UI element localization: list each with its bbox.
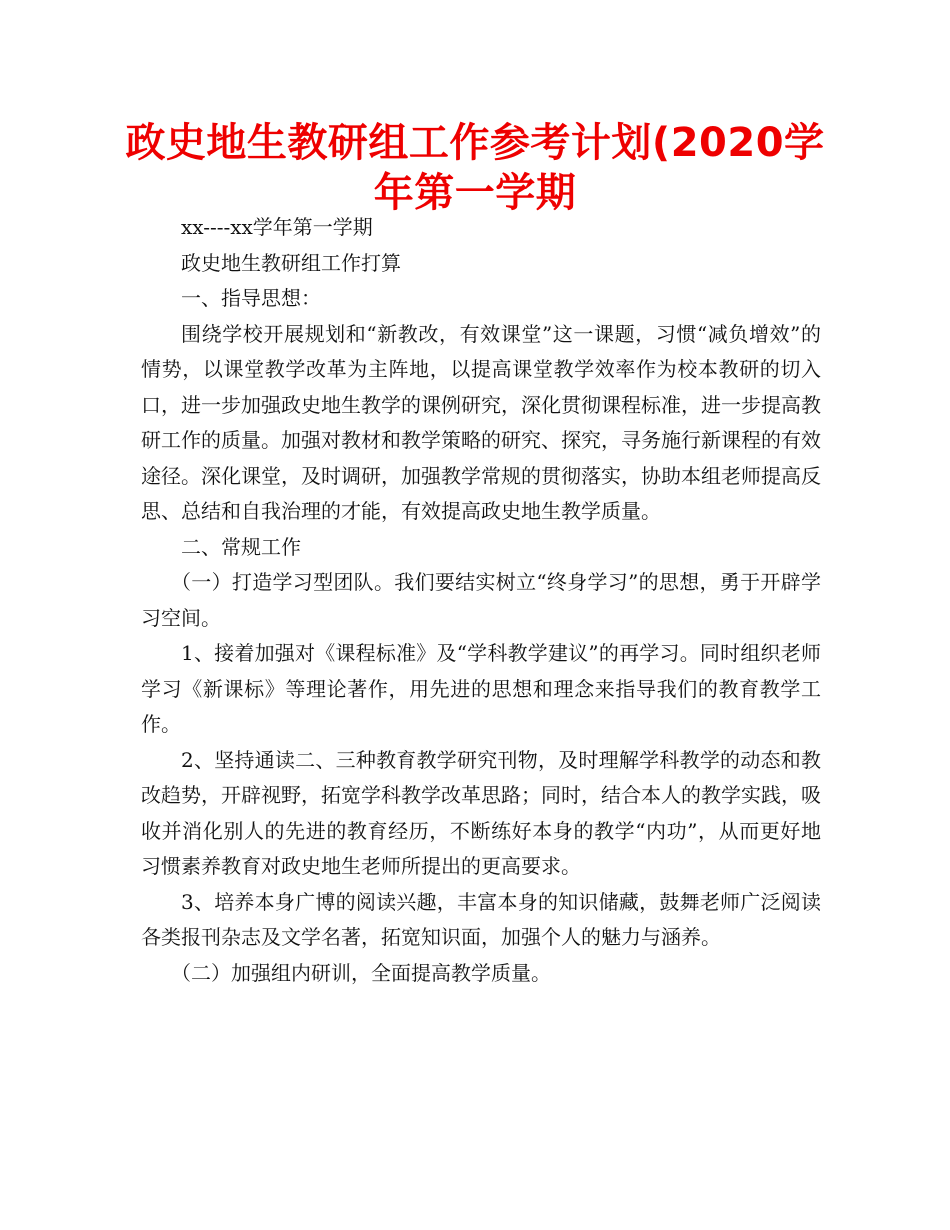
body-paragraph: 政史地生教研组工作打算 <box>181 250 401 275</box>
body-paragraph: 1、接着加强对《课程标准》及“学科教学建议”的再学习。同时组织老师学习《新课标》等理论著作，用先进的思想和理念来指导我们的教育教学工作。 <box>141 641 821 736</box>
body-paragraph: 3、培养本身广博的阅读兴趣，丰富本身的知识储藏，鼓舞老师广泛阅读各类报刊杂志及文学名著，拓宽知识面，加强个人的魅力与涵养。 <box>141 889 821 949</box>
body-paragraph: 一、指导思想： <box>181 286 321 310</box>
body-paragraph: （一）打造学习型团队。我们要结实树立“终身学习”的思想，勇于开辟学习空间。 <box>141 570 821 630</box>
document-title: 政史地生教研组工作参考计划(2020学年第一学期 <box>125 120 825 216</box>
body-paragraph: 围绕学校开展规划和“新教改，有效课堂”这一课题，习惯“减负增效”的情势，以课堂教学改革为主阵地，以提高课堂教学效率作为校本教研的切入口，进一步加强政史地生教学的课例研究，深化贯彻课程标准，进一步提高教研工作的质量。加强对教材和教学策略的研究、探究，寻务施行新课程的有效途径。深化课堂，及时调研，加强教学常规的贯彻落实，协助本组老师提高反思、总结和自我治理的才能，有效提高政史地生教学质量。 <box>141 321 821 523</box>
body-paragraph: 2、坚持通读二、三种教育教学研究刊物，及时理解学科教学的动态和教改趋势，开辟视野，拓宽学科教学改革思路；同时，结合本人的教学实践，吸收并消化别人的先进的教育经历，不断练好本身的教学“内功”，从而更好地习惯素养教育对政史地生老师所提出的更高要求。 <box>141 747 821 878</box>
body-paragraph: xx----xx学年第一学期 <box>181 215 373 239</box>
body-paragraph: （二）加强组内研训，全面提高教学质量。 <box>171 960 551 985</box>
body-paragraph: 二、常规工作 <box>181 534 301 559</box>
document-body <box>141 210 821 991</box>
